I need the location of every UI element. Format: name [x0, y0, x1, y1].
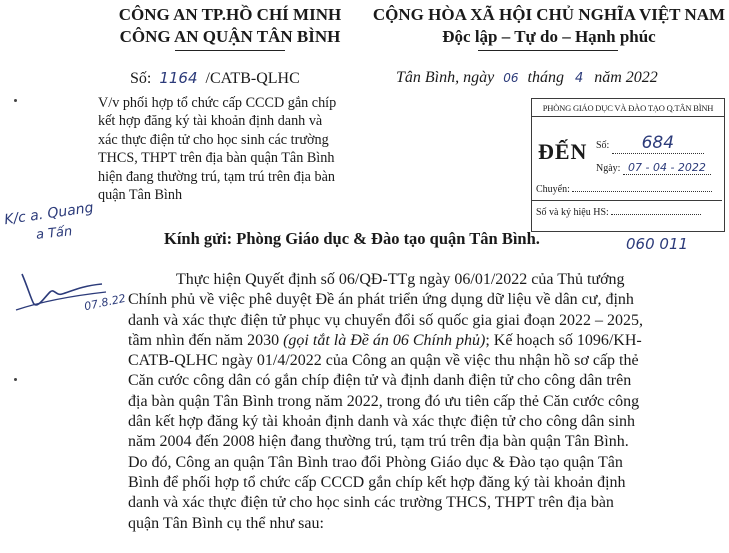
national-motto: Độc lập – Tự do – Hạnh phúc — [442, 27, 656, 46]
place-date-part3: năm 2022 — [594, 69, 658, 86]
stamp-header: PHÒNG GIÁO DỤC VÀ ĐÀO TẠO Q.TÂN BÌNH — [532, 99, 724, 117]
doc-number-suffix: /CATB-QLHC — [205, 70, 300, 87]
subject-line: xác thực điện tử cho học sinh các trường — [98, 131, 329, 148]
stamp-ngay-label: Ngày: — [596, 163, 621, 174]
place-date-part2: tháng — [527, 69, 564, 86]
body-line: Chính phủ về việc phê duyệt Đề án phát triển ứng dụng dữ liệu về dân cư, định — [128, 291, 634, 309]
agency-name-district: CÔNG AN QUẬN TÂN BÌNH — [119, 27, 341, 46]
document-number — [130, 69, 300, 88]
doc-number-prefix: Số: — [130, 70, 152, 87]
body-line: CATB-QLHC ngày 01/4/2022 của Công an quận về việc thu nhận hồ sơ cấp thẻ — [128, 352, 639, 370]
stamp-den-label: ĐẾN — [538, 139, 588, 164]
signature-scribble — [10, 262, 110, 322]
subject-line: hiện đang thường trú, tạm trú trên địa bàn — [98, 168, 336, 185]
agency-name-city: CÔNG AN TP.HỒ CHÍ MINH — [118, 5, 342, 24]
body-line: Thực hiện Quyết định số 06/QĐ-TTg ngày 06/01/2022 của Thủ tướng — [176, 271, 625, 288]
body-line: địa bàn quận Tân Bình trong năm 2022, trong đó ưu tiên cấp thẻ Căn cước công — [128, 392, 640, 410]
subject-line: THCS, THPT trên địa bàn quận Tân Bình — [98, 150, 335, 167]
stamp-so-ky-hieu-label: Số và ký hiệu HS: — [536, 207, 609, 218]
body-line: năm 2004 đến 2008 hiện đang thường trú, tạm trú trên địa bàn quận Tân Bình. — [128, 433, 629, 451]
body-line: danh và xác thực điện tử cho học sinh các trường THCS, THPT trên địa bàn — [128, 494, 614, 512]
body-line: danh và xác thực điện tử phục vụ chuyển đổi số quốc gia giai đoạn 2022 – 2025, — [128, 311, 644, 329]
stamp-so-value: 684 — [612, 133, 704, 154]
national-title: CỘNG HÒA XÃ HỘI CHỦ NGHĨA VIỆT NAM — [372, 5, 726, 24]
date-month: 4 — [574, 71, 584, 86]
received-stamp — [531, 98, 725, 232]
body-line-italic: (gọi tắt là Đề án 06 Chính phủ) — [283, 331, 486, 349]
header-left-underline — [175, 50, 285, 51]
subject-line: kết hợp đăng ký tài khoản định danh và — [98, 113, 323, 130]
body-paragraph — [128, 270, 728, 534]
handwritten-note-ref: 060 011 — [626, 235, 689, 253]
subject-line: V/v phối hợp tổ chức cấp CCCD gắn chíp — [98, 95, 337, 111]
body-line — [128, 331, 728, 351]
place-date — [396, 69, 658, 87]
body-line: Do đó, Công an quận Tân Bình trao đổi Phòng Giáo dục & Đào tạo quận Tân — [128, 453, 623, 471]
subject-line: quận Tân Bình — [98, 187, 183, 204]
body-line: Bình để phối hợp tổ chức cấp CCCD gắn chíp kết hợp đăng ký tài khoản định — [128, 473, 626, 491]
stamp-ngay-value: 07 - 04 - 2022 — [623, 161, 711, 175]
margin-dot — [14, 378, 17, 381]
stamp-so-label: Số: — [596, 140, 610, 151]
handwritten-note-assignment: K/c a. Quang — [3, 199, 95, 229]
recipient-line: Kính gửi: Phòng Giáo dục & Đào tạo quận Tân Bình. — [164, 229, 540, 248]
stamp-chuyen-label: Chuyển: — [536, 184, 570, 195]
body-line: quận Tân Bình cụ thể như sau: — [128, 514, 324, 532]
date-day: 06 — [503, 71, 519, 85]
body-line: Căn cước công dân có gắn chíp điện tử và định danh điện tử cho công dân trên — [128, 372, 632, 390]
body-line-part: tầm nhìn đến năm 2030 — [128, 331, 280, 349]
doc-number-handwritten: 1164 — [159, 69, 198, 87]
place-date-part1: Tân Bình, ngày — [396, 69, 495, 86]
header-right-underline — [478, 50, 618, 51]
margin-dot — [14, 99, 17, 102]
handwritten-note-date: 07.8.22 — [83, 291, 127, 314]
subject-block — [98, 94, 378, 204]
body-line: dân kết hợp đăng ký tài khoản định danh và xác thực điện tử cho công dân sinh — [128, 413, 636, 431]
body-line-part: ; Kế hoạch số 1096/KH- — [485, 331, 642, 349]
handwritten-note-name: a Tấn — [35, 224, 73, 243]
